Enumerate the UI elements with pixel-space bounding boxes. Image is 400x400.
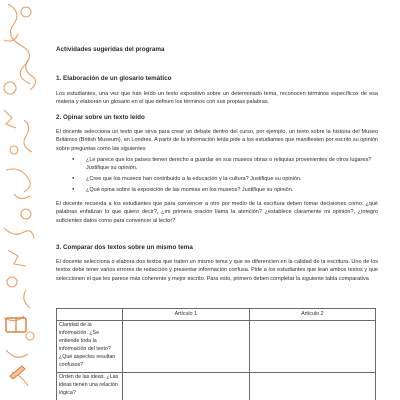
question-item: ● ¿Cree que los museos han contribuido a la educación y la cultura? Justifique su opinión. (78, 175, 378, 183)
section-2-heading: 2. Opinar sobre un texto leído (56, 114, 145, 121)
question-item: ● ¿Qué opina sobre la exposición de las momias en los museos? Justifique su opinión. (78, 186, 378, 194)
section-2-intro: El docente selecciona un texto que sirva para crear un debate dentro del curso, por ejemplo, un texto sobre la historia del Museo Británico (British Museum), en Londres. A partir de la información leída pide a los estudiantes que manifiesten por escrito su opinión sobre preguntas como las siguientes (56, 129, 378, 152)
answer-cell[interactable] (249, 320, 376, 372)
table-header-cell (57, 309, 123, 321)
section-2-outro: El docente recuerda a los estudiantes que para convencer a otro por medio de la escritura deben tomar decisiones como: ¿qué palabras enfatizan lo que quiero decir?, ¿mi primera oración llama la atención? ¿establece claramente mi opinión?, ¿integro suficientes datos como para convencer al lector? (56, 201, 378, 224)
question-item: ● ¿Le parece que los países tienen derecho a guardar en sus museos obras o reliquias provenientes de otros lugares? Justifique su opinión. (78, 156, 378, 173)
answer-cell[interactable] (123, 320, 250, 372)
section-1-body: Los estudiantes, una vez que han leído un texto expositivo sobre un determinado tema, reconocen términos específicos de esa materia y elaboran un glosario en el que definen los términos con sus propias palabras. (56, 91, 378, 106)
table-header-cell: Artículo 1 (123, 309, 250, 321)
table-header-row (57, 309, 376, 321)
page-title: Actividades sugeridas del programa (56, 46, 165, 53)
section-3-heading: 3. Comparar dos textos sobre un mismo tema (56, 244, 193, 251)
answer-cell[interactable] (123, 372, 250, 400)
section-3-body: El docente selecciona o elabora dos textos que traten un mismo tema y que se diferencien en la calidad de la escritura. Uno de los textos debe tener varios errores de redacción y presentar información confusa. Pide a los estudiantes que lean ambos textos y que seleccionen el que les parece más coherente y mejor escrito. Para esto, primero deben completar la siguiente tabla comparativa (56, 259, 378, 282)
comparison-table (56, 308, 376, 400)
criterion-cell: Claridad de la información. ¿Se entiende toda la información del texto? ¿Qué aspectos resultan confusos? (57, 320, 123, 372)
question-list (78, 156, 378, 197)
section-1-heading: 1. Elaboración de un glosario temático (56, 75, 172, 82)
table-row (57, 320, 376, 372)
answer-cell[interactable] (249, 372, 376, 400)
table-header-cell: Artículo 2 (249, 309, 376, 321)
criterion-cell: Orden de las ideas. ¿Las ideas tienen una relación lógica? (57, 372, 123, 400)
decorative-doodle-strip (0, 0, 40, 400)
table-row (57, 372, 376, 400)
